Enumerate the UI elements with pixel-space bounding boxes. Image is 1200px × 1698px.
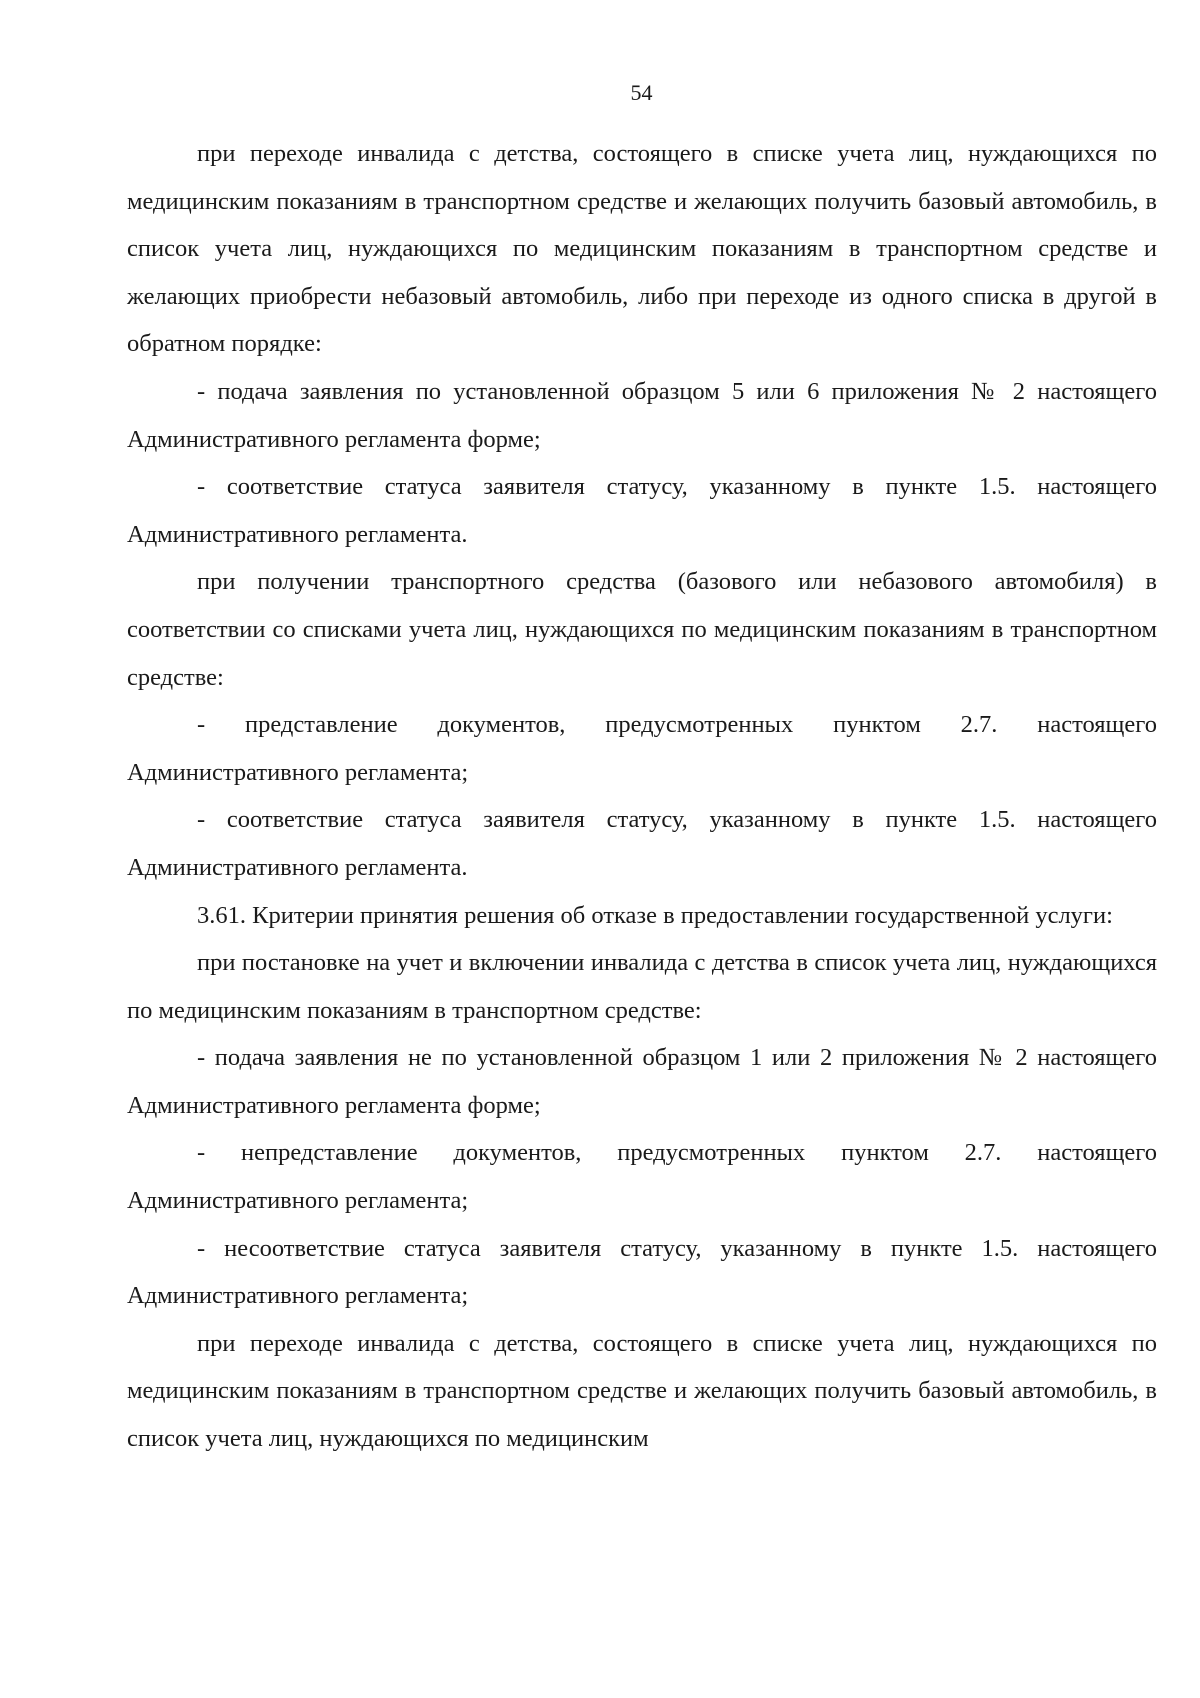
- paragraph: 3.61. Критерии принятия решения об отказе в предоставлении государственной услуги:: [197, 901, 1113, 929]
- paragraph: при переходе инвалида с детства, состоящего в списке учета лиц, нуждающихся по медицинским показаниям в транспортном средстве и желающих получить базовый автомобиль, в список учета лиц, нуждающихся по медицинским показаниям в транспортном средстве и желающих приобрести небазовый автомобиль, либо при переходе из одного списка в другой в обратном порядке:: [127, 140, 1157, 358]
- document-body: [127, 130, 1157, 1463]
- paragraph: при переходе инвалида с детства, состоящего в списке учета лиц, нуждающихся по медицинским показаниям в транспортном средстве и желающих получить базовый автомобиль, в список учета лиц, нуждающихся по медицинским: [127, 1329, 1157, 1453]
- paragraph: - несоответствие статуса заявителя статусу, указанному в пункте 1.5. настоящего Административного регламента;: [127, 1234, 1157, 1310]
- paragraph: - подача заявления по установленной образцом 5 или 6 приложения № 2 настоящего Административного регламента форме;: [127, 377, 1157, 453]
- paragraph: - соответствие статуса заявителя статусу, указанному в пункте 1.5. настоящего Административного регламента.: [127, 473, 1157, 548]
- page-number: 54: [630, 80, 653, 105]
- paragraph: при постановке на учет и включении инвалида с детства в список учета лиц, нуждающихся по медицинским показаниям в транспортном средстве:: [127, 949, 1157, 1024]
- paragraph: - представление документов, предусмотренных пунктом 2.7. настоящего Административного регламента;: [127, 711, 1157, 786]
- paragraph: - непредставление документов, предусмотренных пунктом 2.7. настоящего Административного регламента;: [127, 1139, 1157, 1215]
- paragraph: - подача заявления не по установленной образцом 1 или 2 приложения № 2 настоящего Административного регламента форме;: [127, 1044, 1157, 1119]
- paragraph: - соответствие статуса заявителя статусу, указанному в пункте 1.5. настоящего Административного регламента.: [127, 806, 1157, 881]
- paragraph: при получении транспортного средства (базового или небазового автомобиля) в соответствии со списками учета лиц, нуждающихся по медицинским показаниям в транспортном средстве:: [127, 568, 1157, 691]
